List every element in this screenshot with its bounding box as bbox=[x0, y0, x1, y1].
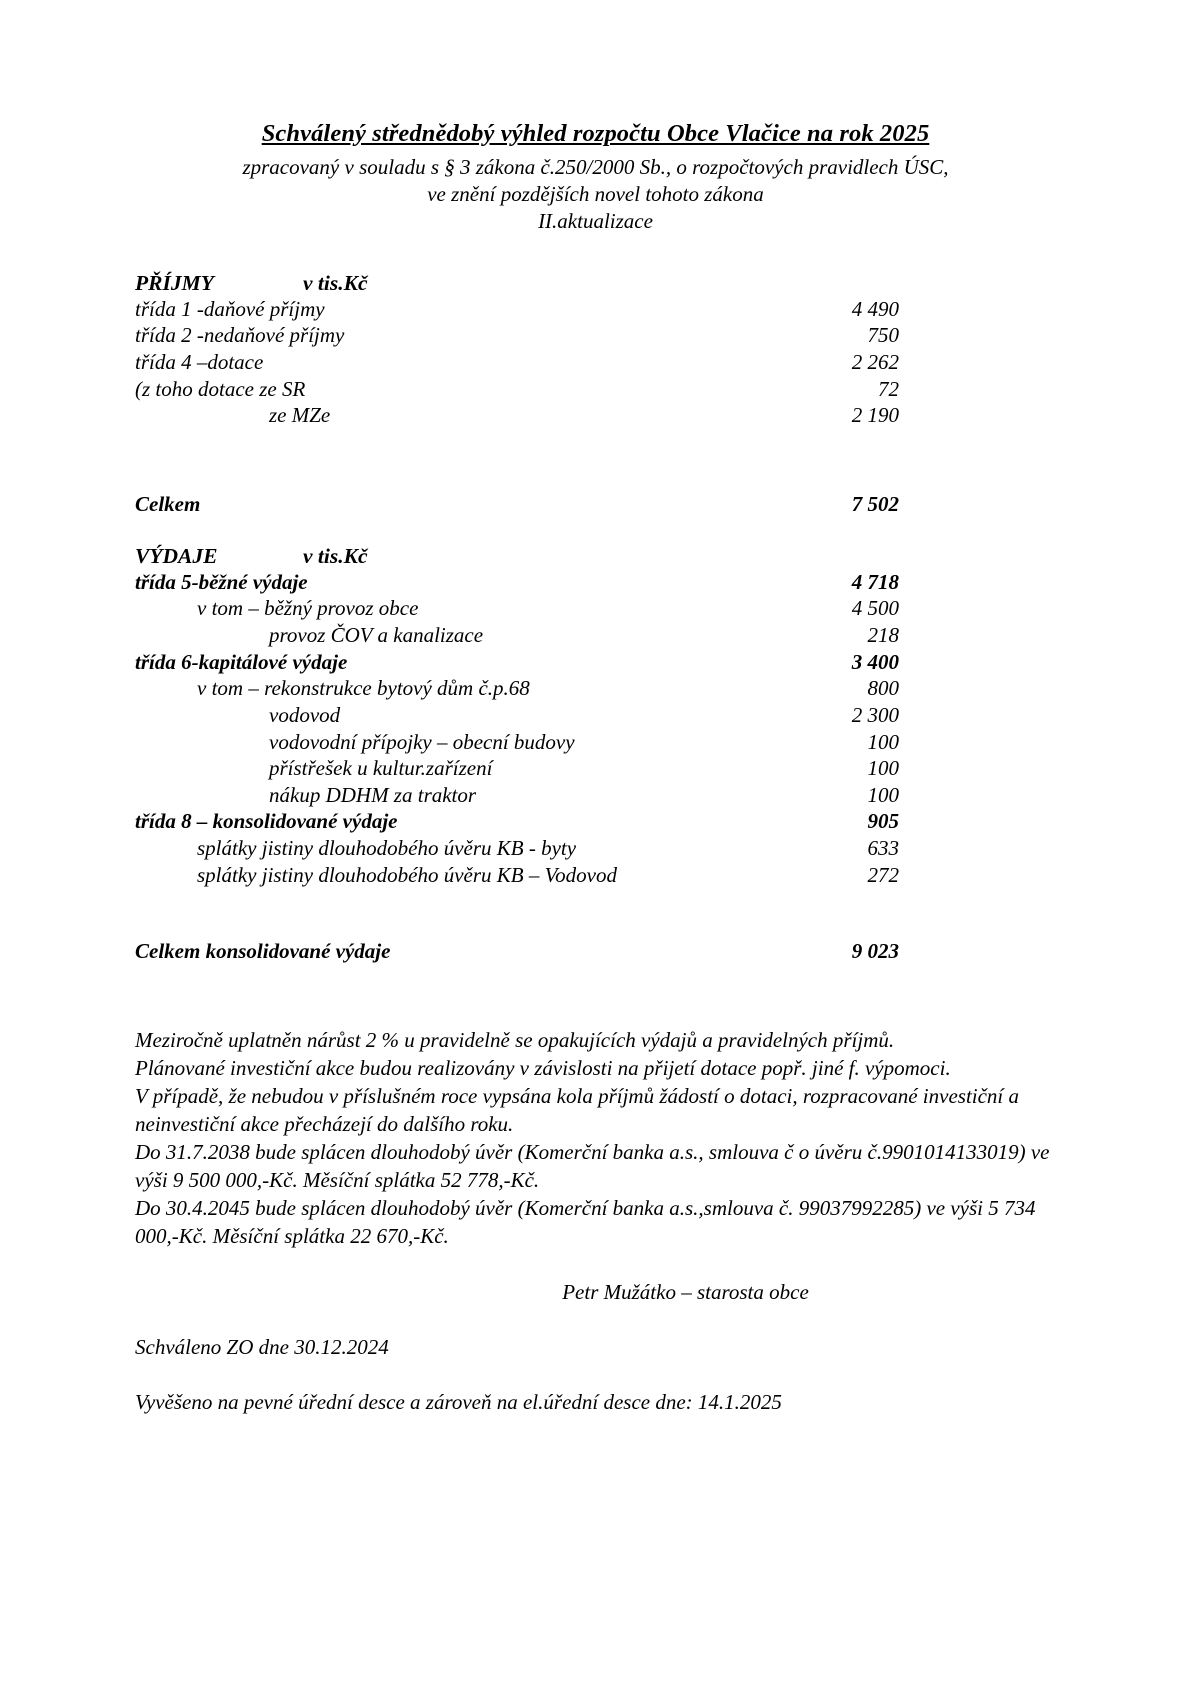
row-label: třída 5-běžné výdaje bbox=[135, 569, 308, 594]
row-label: třída 2 -nedaňové příjmy bbox=[135, 323, 345, 348]
note-paragraph-4: Do 31.7.2038 bude splácen dlouhodobý úvěr (Komerční banka a.s., smlouva č o úvěru č.9901014133019) ve výši 9 500 000,-Kč. Měsíční splátka 52 778,-Kč. bbox=[135, 1139, 1050, 1192]
row-label: třída 1 -daňové příjmy bbox=[135, 296, 325, 321]
subtitle-line-3: II.aktualizace bbox=[538, 208, 653, 233]
row-value: 100 bbox=[867, 756, 899, 781]
notes-section bbox=[135, 1027, 1056, 1250]
subtitle-line-2: ve znění pozdějších novel tohoto zákona bbox=[427, 181, 764, 206]
row-label: provoz ČOV a kanalizace bbox=[269, 622, 484, 647]
table-row bbox=[135, 729, 1056, 756]
table-row bbox=[135, 675, 1056, 702]
table-row bbox=[135, 808, 1056, 835]
approval-line: Schváleno ZO dne 30.12.2024 bbox=[135, 1335, 389, 1360]
row-value: 800 bbox=[867, 676, 899, 701]
row-value: 2 190 bbox=[851, 403, 899, 428]
table-row bbox=[135, 755, 1056, 782]
row-value: 4 718 bbox=[851, 569, 899, 594]
row-label: splátky jistiny dlouhodobého úvěru KB - byty bbox=[197, 836, 577, 861]
income-total-label: Celkem bbox=[135, 491, 201, 516]
expenses-section-heading bbox=[135, 544, 1056, 569]
income-total-row bbox=[135, 491, 1056, 518]
table-row bbox=[135, 835, 1056, 862]
table-row bbox=[135, 862, 1056, 889]
note-paragraph-3: V případě, že nebudou v příslušném roce vypsána kola příjmů žádostí o dotaci, rozpracované investiční a neinvestiční akce přecházejí do dalšího roku. bbox=[135, 1083, 1020, 1136]
table-row bbox=[135, 349, 1056, 376]
table-row bbox=[135, 595, 1056, 622]
row-value: 100 bbox=[867, 729, 899, 754]
row-label: nákup DDHM za traktor bbox=[269, 782, 477, 807]
table-row bbox=[135, 649, 1056, 676]
row-label: (z toho dotace ze SR bbox=[135, 376, 306, 401]
expenses-heading-unit: v tis.Kč bbox=[303, 543, 368, 568]
row-value: 750 bbox=[867, 323, 899, 348]
row-label: třída 8 – konsolidované výdaje bbox=[135, 809, 398, 834]
row-value: 272 bbox=[867, 862, 899, 887]
row-label: třída 4 –dotace bbox=[135, 349, 264, 374]
table-row bbox=[135, 322, 1056, 349]
note-paragraph-1: Meziročně uplatněn nárůst 2 % u pravidelně se opakujících výdajů a pravidelných příjmů. bbox=[135, 1028, 895, 1053]
row-label: v tom – běžný provoz obce bbox=[197, 596, 419, 621]
row-label: vodovodní přípojky – obecní budovy bbox=[269, 729, 575, 754]
row-value: 4 500 bbox=[851, 596, 899, 621]
row-value: 72 bbox=[878, 376, 899, 401]
note-paragraph-5: Do 30.4.2045 bude splácen dlouhodobý úvěr (Komerční banka a.s.,smlouva č. 99037992285) ve výši 5 734 000,-Kč. Měsíční splátka 22 670,-Kč. bbox=[135, 1195, 1036, 1248]
row-value: 2 300 bbox=[851, 702, 899, 727]
row-label: vodovod bbox=[269, 702, 341, 727]
expenses-total-row bbox=[135, 938, 1056, 965]
table-row bbox=[135, 622, 1056, 649]
row-value: 218 bbox=[867, 622, 899, 647]
table-row bbox=[135, 376, 1056, 403]
row-label: třída 6-kapitálové výdaje bbox=[135, 649, 348, 674]
income-heading-unit: v tis.Kč bbox=[303, 270, 368, 295]
table-row bbox=[135, 702, 1056, 729]
row-value: 100 bbox=[867, 782, 899, 807]
publication-line: Vyvěšeno na pevné úřední desce a zároveň na el.úřední desce dne: 14.1.2025 bbox=[135, 1390, 782, 1415]
expenses-total-label: Celkem konsolidované výdaje bbox=[135, 939, 391, 964]
row-value: 3 400 bbox=[851, 649, 899, 674]
income-section-heading bbox=[135, 271, 1056, 296]
table-row bbox=[135, 569, 1056, 596]
row-label: ze MZe bbox=[269, 403, 331, 428]
page-title: Schválený střednědobý výhled rozpočtu Obce Vlačice na rok 2025 bbox=[261, 120, 930, 147]
table-row bbox=[135, 782, 1056, 809]
signature-line: Petr Mužátko – starosta obce bbox=[562, 1280, 809, 1305]
row-label: splátky jistiny dlouhodobého úvěru KB – Vodovod bbox=[197, 862, 617, 887]
expenses-heading-label: VÝDAJE bbox=[135, 543, 218, 568]
row-value: 4 490 bbox=[851, 296, 899, 321]
row-value: 905 bbox=[867, 809, 899, 834]
income-heading-label: PŘÍJMY bbox=[135, 270, 214, 295]
subtitle-line-1: zpracovaný v souladu s § 3 zákona č.250/2000 Sb., o rozpočtových pravidlech ÚSC, bbox=[242, 155, 949, 179]
document-subtitle bbox=[135, 154, 1056, 235]
row-value: 633 bbox=[867, 836, 899, 861]
row-value: 2 262 bbox=[851, 349, 899, 374]
note-paragraph-2: Plánované investiční akce budou realizovány v závislosti na přijetí dotace popř. jiné f. výpomoci. bbox=[135, 1056, 951, 1081]
table-row bbox=[135, 296, 1056, 323]
expenses-total-value: 9 023 bbox=[851, 939, 899, 964]
row-label: přístřešek u kultur.zařízení bbox=[269, 756, 493, 781]
row-label: v tom – rekonstrukce bytový dům č.p.68 bbox=[197, 676, 530, 701]
table-row bbox=[135, 402, 1056, 429]
income-total-value: 7 502 bbox=[851, 491, 899, 516]
